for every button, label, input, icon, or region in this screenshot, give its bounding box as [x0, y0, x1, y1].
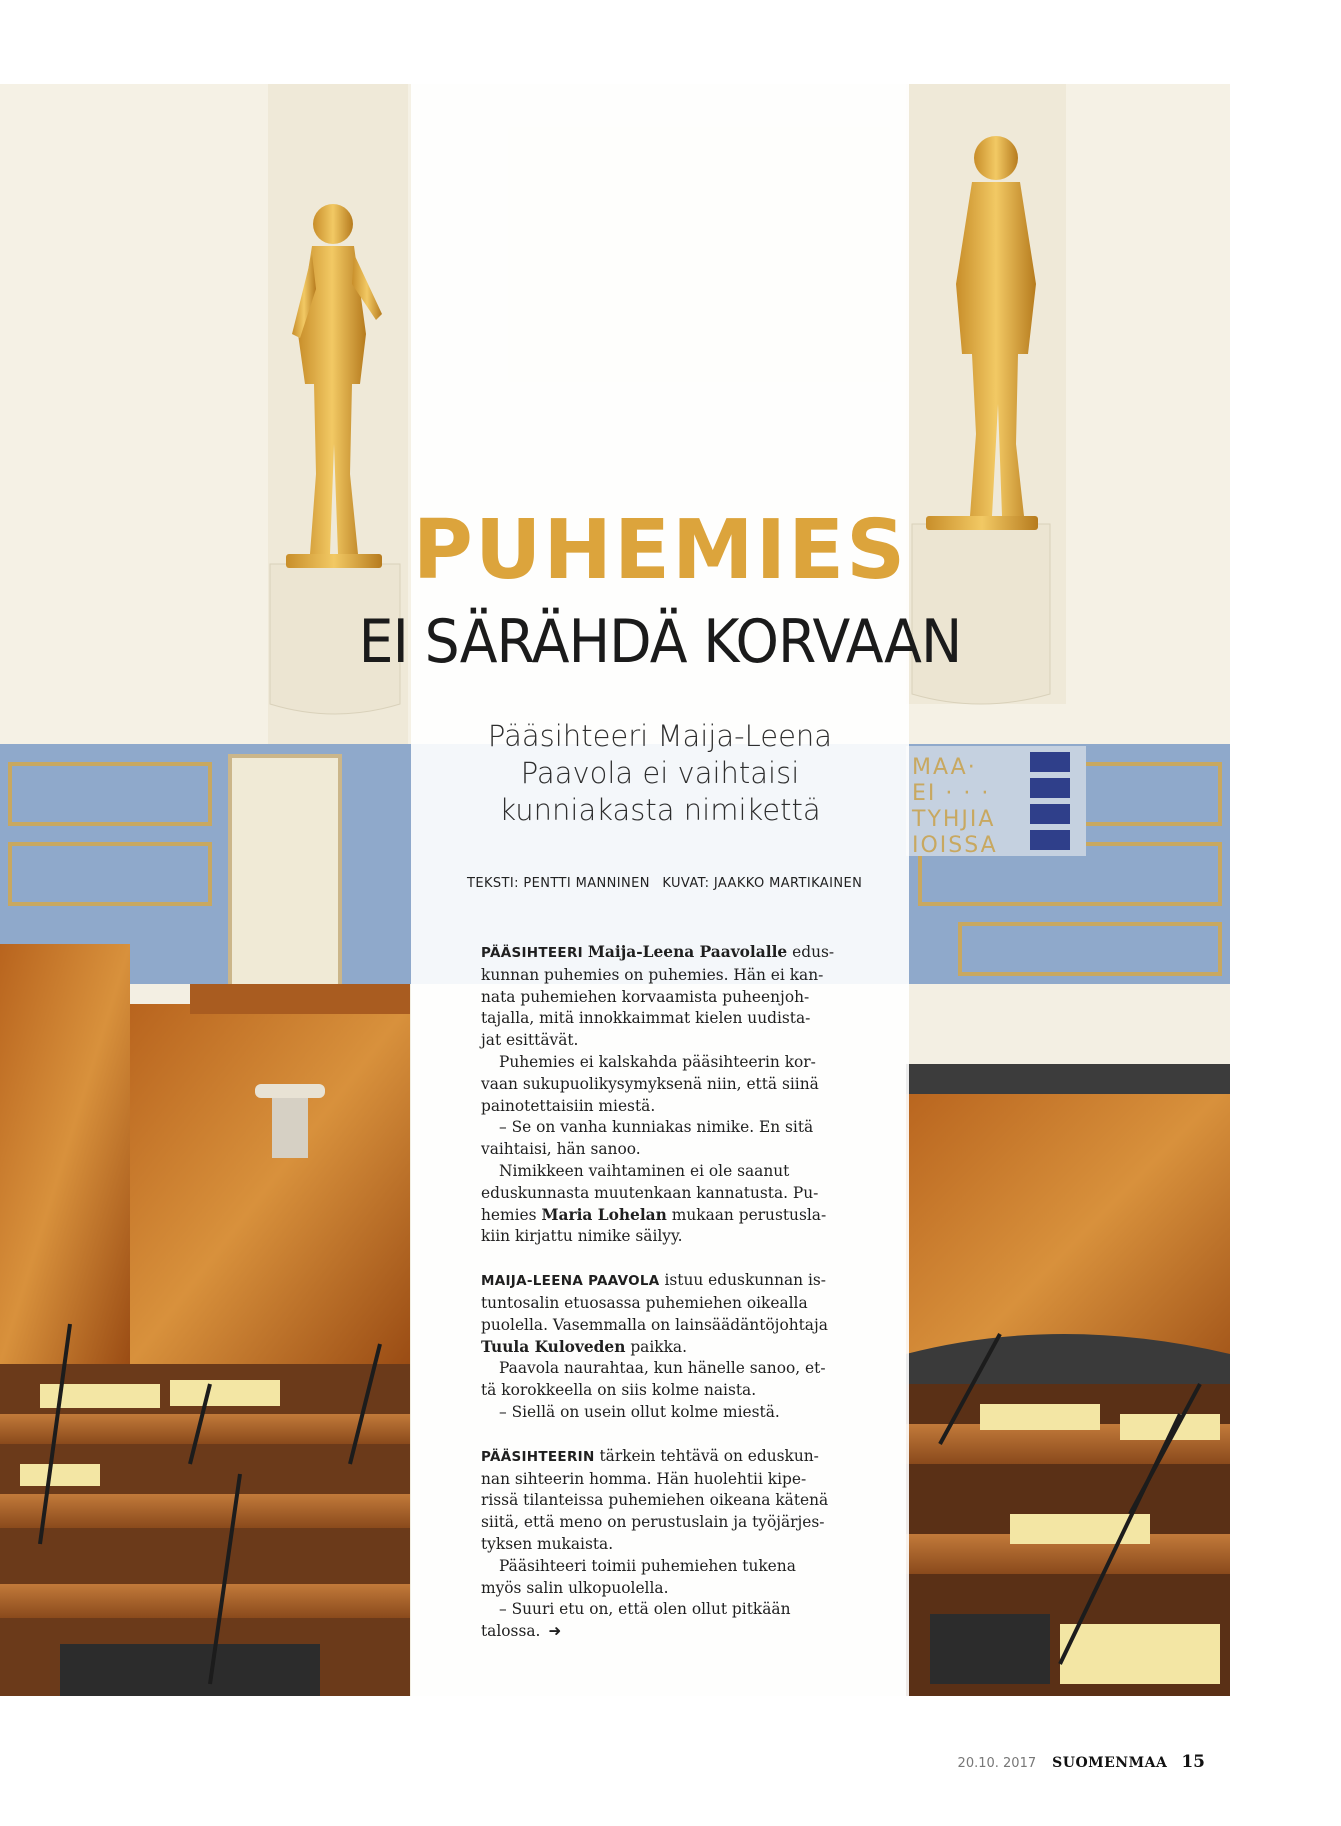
lead-in: PÄÄSIHTEERIN — [481, 1448, 595, 1465]
body-line: Pääsihteeri toimii puhemiehen tukena — [499, 1556, 796, 1575]
deck-line: Paavola ei vaihtaisi — [520, 756, 800, 790]
byline — [467, 876, 907, 891]
body-line — [481, 942, 849, 965]
page-number: 15 — [1181, 1752, 1205, 1772]
body-line: myös salin ulkopuolella. — [481, 1578, 669, 1597]
body-line: Puhemies ei kalskahda pääsihteerin kor- — [499, 1052, 816, 1071]
body-line: – Siellä on usein ollut kolme miestä. — [499, 1402, 780, 1421]
body-line: – Suuri etu on, että olen ollut pitkään — [499, 1600, 791, 1619]
text-fragment: istuu eduskunnan is- — [664, 1271, 827, 1290]
text-fragment: talossa. — [481, 1622, 541, 1641]
body-line: vaihtaisi, hän sanoo. — [481, 1140, 641, 1159]
text-fragment: edus- — [792, 943, 835, 961]
body-line: tuntosalin etuosassa puhemiehen oikealla — [481, 1293, 808, 1312]
text-fragment: tärkein tehtävä on eduskun- — [599, 1446, 819, 1465]
arrow-right-icon: ➜ — [548, 1622, 562, 1641]
paragraph-gap — [481, 1248, 849, 1270]
body-line: siitä, että meno on perustuslain ja työjärjes- — [481, 1513, 825, 1532]
body-line: rissä tilanteissa puhemiehen oikeana kätenä — [481, 1491, 829, 1510]
deck-line: kunniakasta nimikettä — [499, 793, 821, 827]
body-line: eduskunnasta muutenkaan kannatusta. Pu- — [481, 1183, 819, 1202]
body-line — [481, 1205, 849, 1227]
person-name: Maija-Leena Paavolalle — [587, 943, 788, 961]
publication-name: SUOMENMAA — [1052, 1755, 1168, 1771]
wall-text-2: EI · · · — [912, 781, 991, 806]
deck-subheading — [430, 718, 890, 829]
paragraph-gap — [481, 1424, 849, 1446]
body-line: jat esittävät. — [481, 1031, 579, 1050]
body-line: tä korokkeella on siis kolme naista. — [481, 1381, 757, 1400]
body-line: – Se on vanha kunniakas nimike. En sitä — [499, 1118, 814, 1137]
text-fragment: paikka. — [630, 1337, 687, 1356]
byline-photo-credit: KUVAT: JAAKKO MARTIKAINEN — [662, 876, 863, 891]
wall-text-4: IOISSA — [912, 833, 998, 858]
issue-date: 20.10. 2017 — [957, 1756, 1037, 1771]
body-line — [481, 1270, 849, 1293]
body-line — [481, 1446, 849, 1469]
body-line — [481, 1621, 849, 1643]
lead-in: MAIJA-LEENA PAAVOLA — [481, 1273, 660, 1290]
page-footer — [958, 1752, 1205, 1772]
deck-line: Pääsihteeri Maija-Leena — [487, 719, 833, 753]
person-name: Tuula Kuloveden — [481, 1337, 626, 1356]
body-line — [481, 1337, 849, 1359]
body-line: Nimikkeen vaihtaminen ei ole saanut — [499, 1161, 790, 1180]
body-line: tajalla, mitä innokkaimmat kielen uudista- — [481, 1009, 811, 1028]
article-body — [481, 942, 849, 1643]
wall-text-3: TYHJIA — [912, 807, 996, 832]
text-fragment: mukaan perustusla- — [671, 1205, 827, 1224]
body-line: puolella. Vasemmalla on lainsäädäntöjohtaja — [481, 1315, 828, 1334]
body-line: painotettaisiin miestä. — [481, 1096, 656, 1115]
body-line: Paavola naurahtaa, kun hänelle sanoo, et- — [499, 1359, 826, 1378]
body-line: nata puhemiehen korvaamista puheenjoh- — [481, 987, 810, 1006]
lead-in: PÄÄSIHTEERI — [481, 945, 583, 961]
text-fragment: hemies — [481, 1205, 537, 1224]
wall-text-1: MAA· — [912, 755, 977, 780]
body-line: nan sihteerin homma. Hän huolehtii kipe- — [481, 1469, 807, 1488]
body-line: kunnan puhemies on puhemies. Hän ei kan- — [481, 965, 824, 984]
headline-subtitle: EI SÄRÄHDÄ KORVAAN — [358, 607, 962, 677]
body-line: vaan sukupuolikysymyksenä niin, että siinä — [481, 1074, 819, 1093]
body-line: tyksen mukaista. — [481, 1534, 614, 1553]
byline-text-credit: TEKSTI: PENTTI MANNINEN — [467, 876, 650, 891]
person-name: Maria Lohelan — [541, 1205, 667, 1224]
headline-title: PUHEMIES — [412, 503, 908, 598]
body-line: kiin kirjattu nimike säilyy. — [481, 1227, 683, 1246]
